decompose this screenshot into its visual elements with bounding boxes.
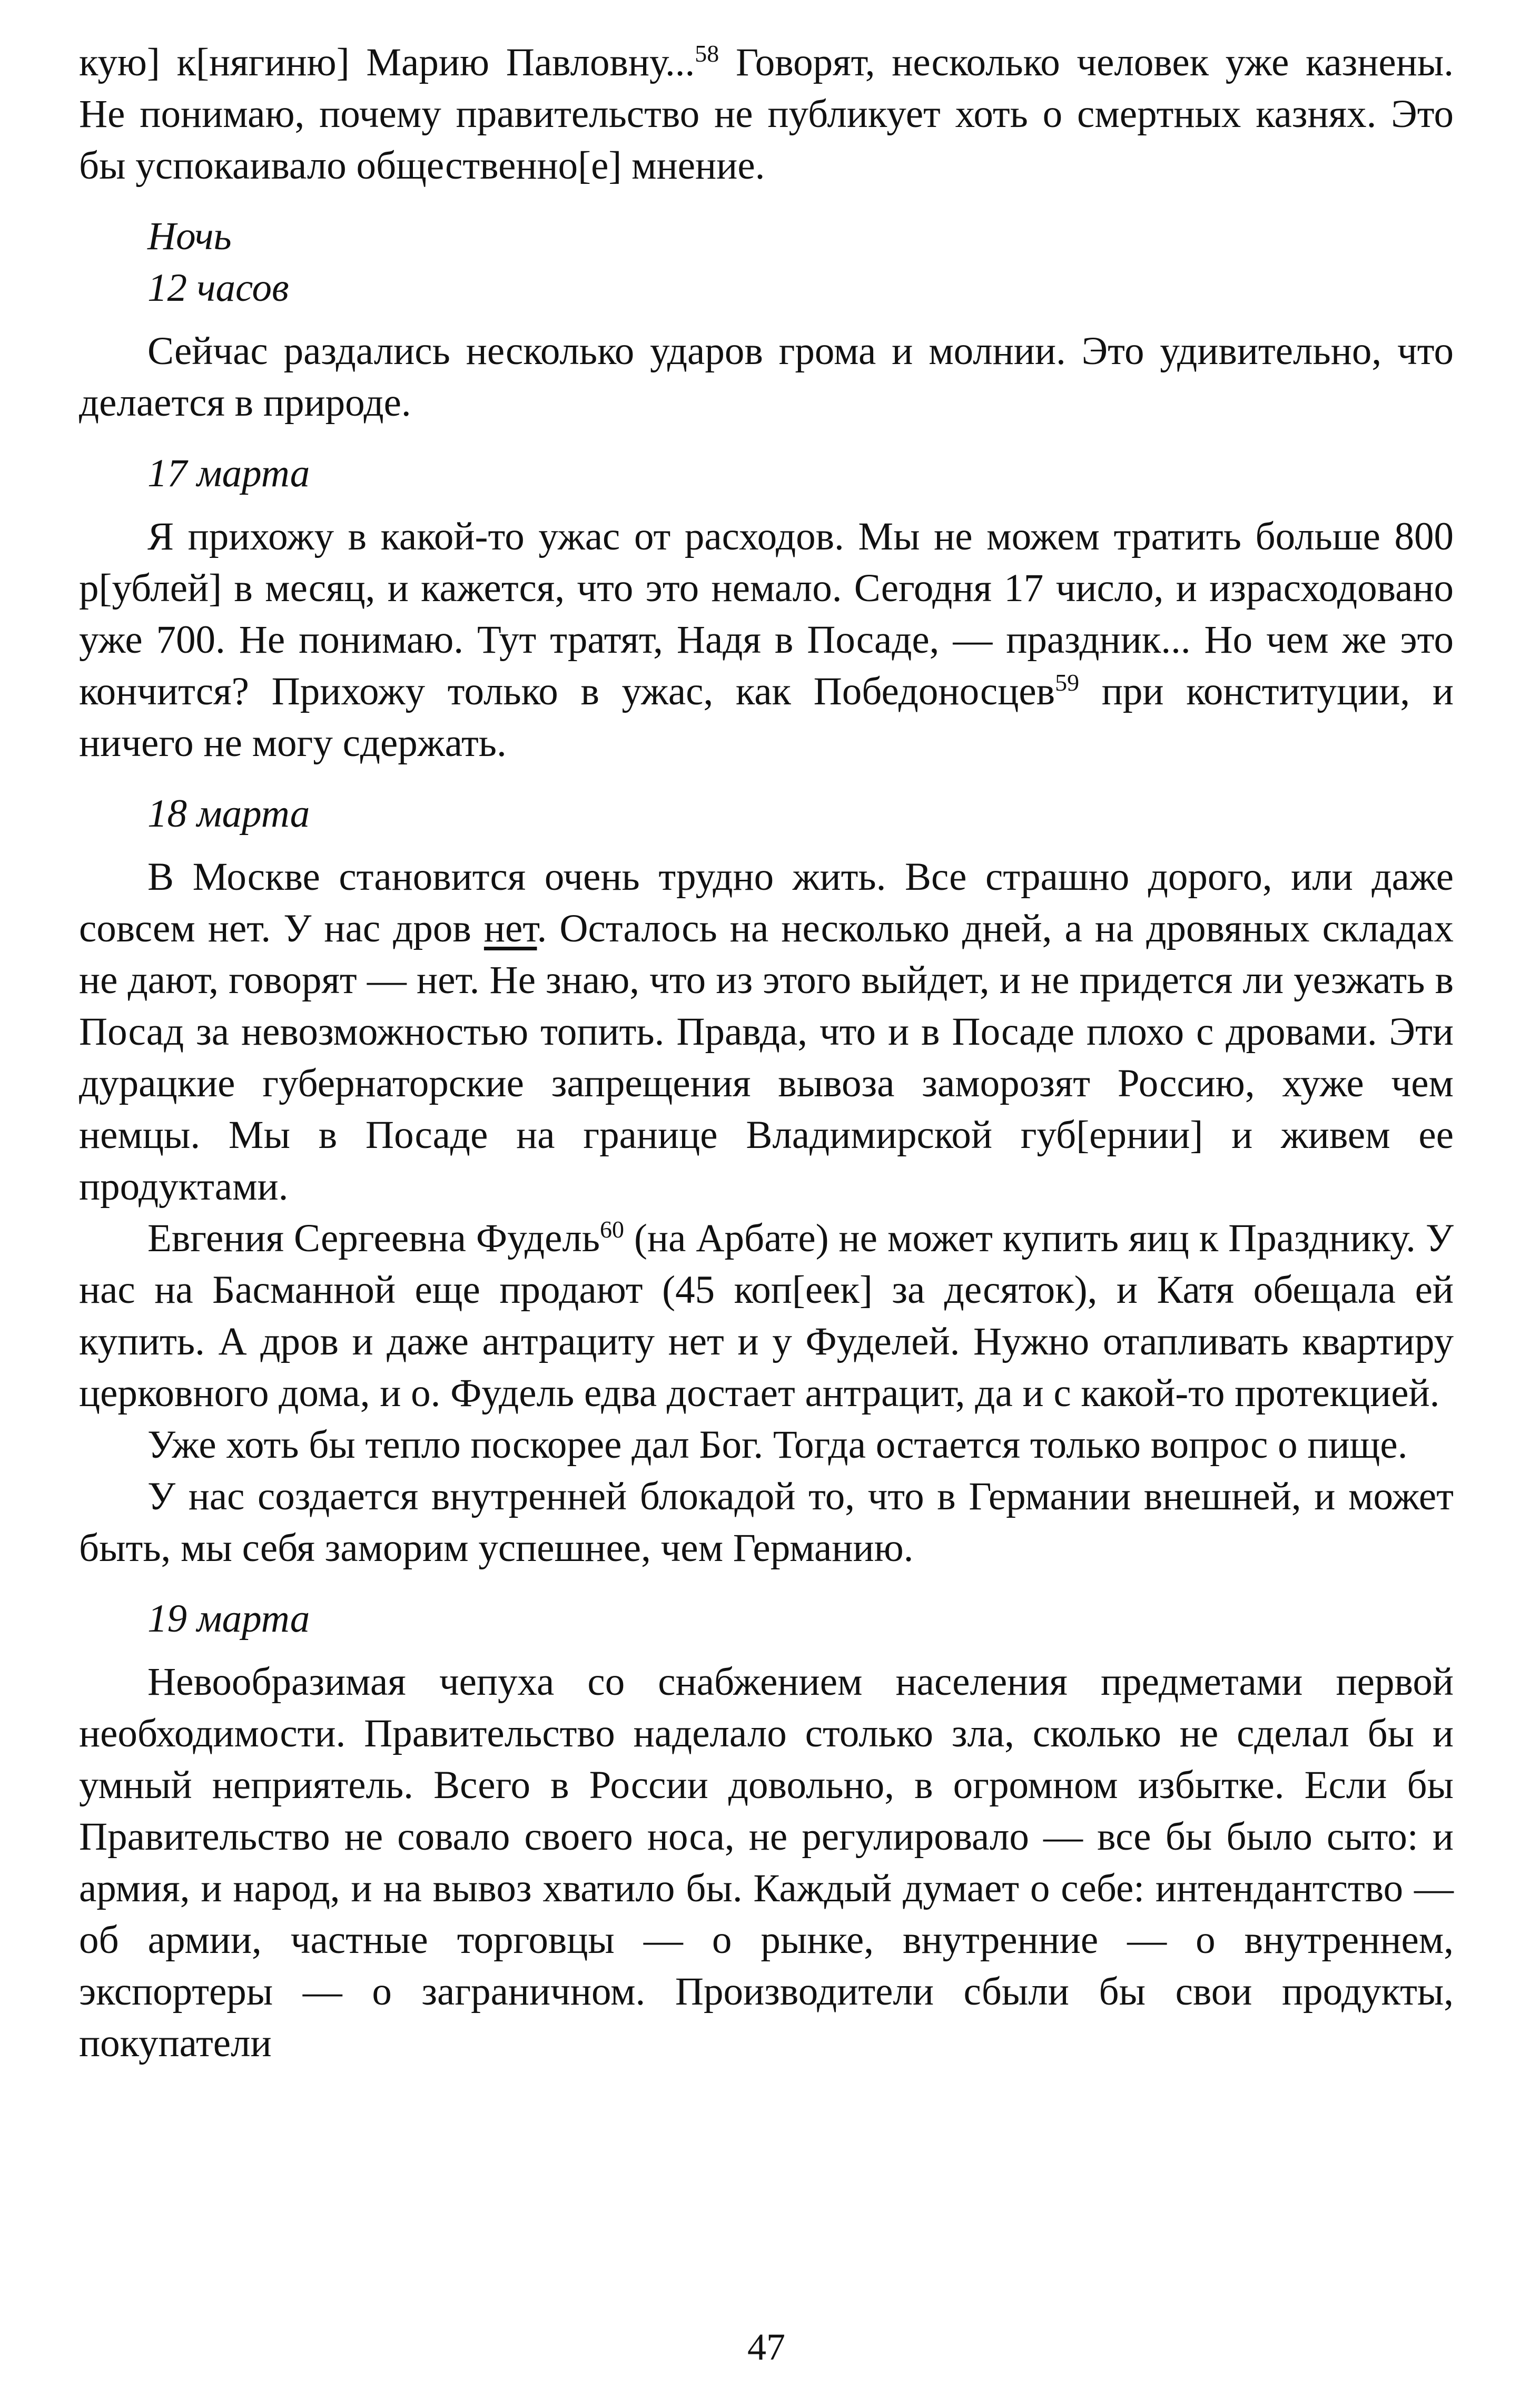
text-run: Говорят, несколько человек уже казнены. Не понимаю, почему правительство не публикует хоть о смертных казнях. Это бы успокаивало общественно[е] мнение. [79,41,1454,188]
book-page [79,37,1454,2368]
text-run: Я прихожу в какой-то ужас от расходов. Мы не можем тратить больше 800 р[ублей] в месяц, и кажется, что это немало. Сегодня 17 число, и израсходовано уже 700. Не понимаю. Тут тратят, Надя в Посаде, — праздник... Но чем же это кончится? Прихожу только в ужас, как Победоносцев [79,515,1454,713]
underlined-word: нет [483,907,537,950]
entry-heading-date: 17 марта [147,451,310,495]
text-run: . Осталось на несколько дней, а на дровяных складах не дают, говорят — нет. Не знаю, что из этого выйдет, и не придется ли уезжать в Посад за невозможностью топить. Правда, что и в Посаде плохо с дровами. Эти дурацкие губернаторские запрещения вывоза заморозят Россию, хуже чем немцы. Мы в Посаде на границе Владимирской губ[ернии] и живем ее продуктами. [79,907,1454,1209]
text-run: Евгения Сергеевна Фудель [147,1216,600,1260]
text-run: при конституции, и ничего не могу сдержать. [79,670,1454,765]
paragraph: У нас создается внутренней блокадой то, что в Германии внешней, и может быть, мы себя заморим успешнее, чем Германию. [79,1475,1454,1570]
paragraph: Сейчас раздались несколько ударов грома и молнии. Это удивительно, что делается в природе. [79,329,1454,425]
paragraph [79,511,1454,769]
footnote-ref-59: 59 [1055,669,1080,696]
text-run: В Москве становится очень трудно жить. Все страшно дорого, или даже совсем нет. У нас дров [79,855,1454,950]
paragraph [79,1213,1454,1419]
paragraph: Уже хоть бы тепло поскорее дал Бог. Тогда остается только вопрос о пище. [147,1423,1408,1467]
paragraph [79,851,1454,1213]
entry-heading-date: 18 марта [147,792,310,836]
page-number: 47 [747,2326,785,2368]
text-run: кую] к[нягиню] Марию Павловну... [79,41,695,84]
paragraph-continued [79,37,1454,192]
paragraph: Невообразимая чепуха со снабжением населения предметами первой необходимости. Правительство наделало столько зла, сколько не сделал бы и умный неприятель. Всего в России довольно, в огромном избытке. Если бы Правительство не совало своего носа, не регулировало — все бы было сыто: и армия, и народ, и на вывоз хватило бы. Каждый думает о себе: интендантство — об армии, частные торговцы — о рынке, внутренние — о внутреннем, экспортеры — о заграничном. Производители сбыли бы свои продукты, покупатели [79,1660,1454,2065]
text-run: (на Арбате) не может купить яиц к Празднику. У нас на Басманной еще продают (45 коп[еек] за десяток), и Катя обещала ей купить. А дров и даже антрациту нет и у Фуделей. Нужно отапливать квартиру церковного дома, и о. Фудель едва достает антрацит, да и с какой-то протекцией. [79,1216,1454,1415]
entry-heading-time: 12 часов [147,266,289,310]
footnote-ref-60: 60 [600,1216,625,1243]
footnote-ref-58: 58 [695,40,719,67]
entry-heading-date: 19 марта [147,1597,310,1641]
entry-heading-night: Ночь [147,214,232,258]
